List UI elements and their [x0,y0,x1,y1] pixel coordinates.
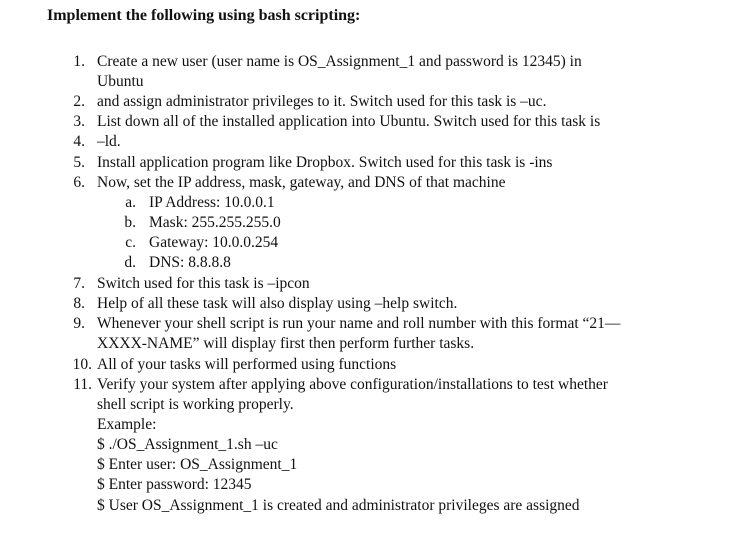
list-text: XXXX-NAME” will display first then perform further tasks. [97,335,475,352]
list-number: 10. [72,356,92,373]
list-number: 5. [73,154,85,171]
sub-text: Gateway: 10.0.0.254 [149,234,279,251]
sub-letter: a. [125,194,136,211]
list-text: Example: [97,416,157,433]
sub-text: IP Address: 10.0.0.1 [149,194,275,211]
list-text: Install application program like Dropbox. Switch used for this task is -ins [97,154,553,171]
sub-letter: d. [124,254,136,271]
list-text: $ Enter password: 12345 [97,476,252,493]
list-text: Create a new user (user name is OS_Assignment_1 and password is 12345) in [97,53,582,70]
list-text: shell script is working properly. [97,396,294,413]
list-text: Ubuntu [97,73,144,90]
list-text: Switch used for this task is –ipcon [97,275,310,292]
list-number: 8. [73,295,85,312]
list-number: 9. [73,315,85,332]
list-number: 11. [73,376,92,393]
list-text: List down all of the installed application into Ubuntu. Switch used for this task is [97,113,601,130]
list-text: All of your tasks will performed using functions [97,356,397,373]
list-text: $ Enter user: OS_Assignment_1 [97,456,298,473]
list-text: Now, set the IP address, mask, gateway, and DNS of that machine [97,174,506,191]
list-number: 6. [73,174,85,191]
document-heading: Implement the following using bash scripting: [47,7,361,24]
sub-text: DNS: 8.8.8.8 [149,254,231,271]
list-number: 2. [73,93,85,110]
list-text: –ld. [97,133,121,150]
sub-letter: b. [124,214,136,231]
list-text: Help of all these task will also display using –help switch. [97,295,458,312]
list-number: 1. [73,53,85,70]
list-text: Verify your system after applying above configuration/installations to test whether [97,376,608,393]
list-number: 4. [73,133,85,150]
list-text: $ User OS_Assignment_1 is created and administrator privileges are assigned [97,497,580,514]
sub-text: Mask: 255.255.255.0 [149,214,281,231]
list-number: 3. [73,113,85,130]
list-text: Whenever your shell script is run your name and roll number with this format “21— [97,315,621,332]
list-text: and assign administrator privileges to it. Switch used for this task is –uc. [97,93,547,110]
sub-letter: c. [125,234,136,251]
list-text: $ ./OS_Assignment_1.sh –uc [97,436,278,453]
list-number: 7. [73,275,85,292]
